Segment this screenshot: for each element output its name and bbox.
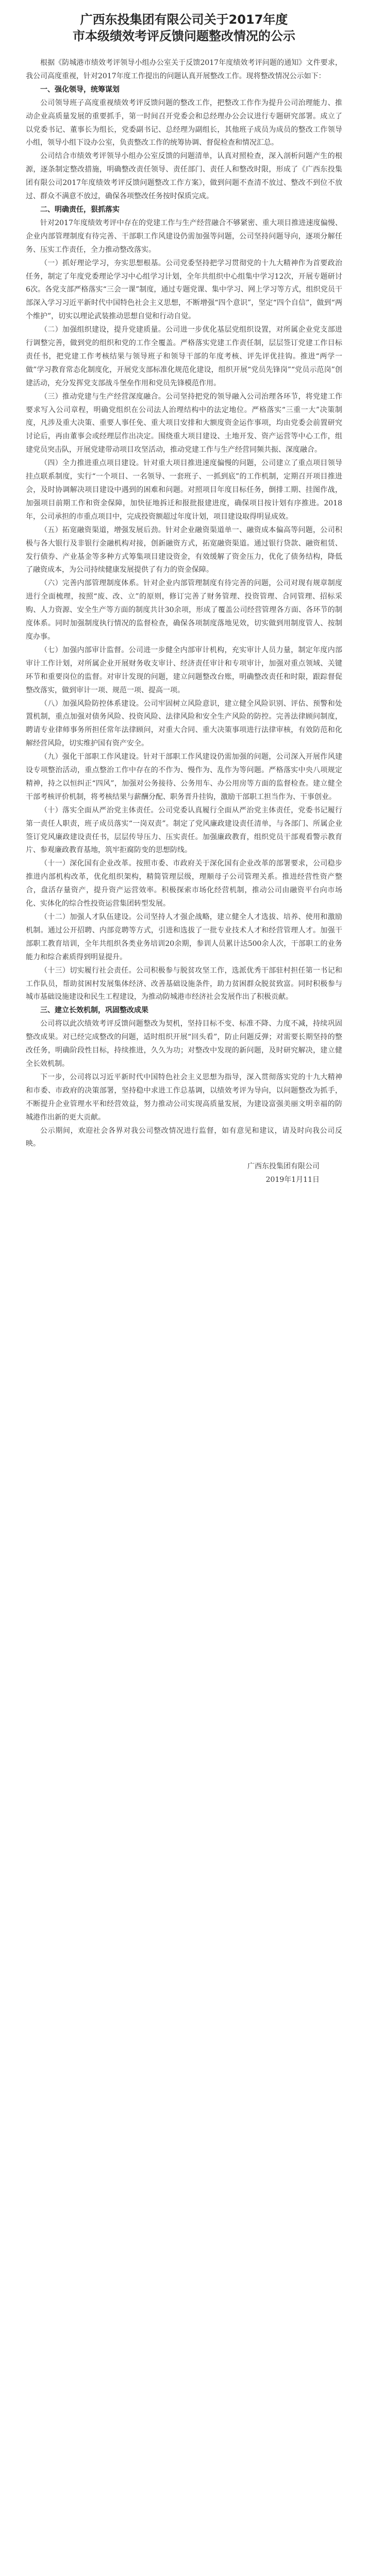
document-body bbox=[26, 57, 342, 1151]
body-paragraph: （七）加强内部审计监督。公司进一步健全内部审计机构，充实审计人员力量，制定年度内部审计工作计划，对所属企业开展财务收支审计、经济责任审计和专项审计，加强对重点领域、关键环节和重要岗位的监督。对审计发现的问题，建立问题整改台账，明确整改责任和时限，跟踪督促整改落实，做到审计一项、规范一项、提高一项。 bbox=[26, 646, 342, 694]
page-title-line-2: 市本级绩效考评反馈问题整改情况的公示 bbox=[73, 29, 295, 43]
body-paragraph: （二）加强组织建设，提升党建质量。公司进一步优化基层党组织设置，对所属企业党支部进行调整完善，做到党的组织和党的工作全覆盖。严格落实党建工作责任制，层层签订党建工作目标责任书，把党建工作考核结果与领导班子和领导干部的年度考核、评先评优挂钩。推进“两学一做”学习教育常态化制度化，开展党支部标准化规范化建设，组织开展“党员先锋岗”“党员示范岗”创建活动，充分发挥党支部战斗堡垒作用和党员先锋模范作用。 bbox=[26, 326, 342, 387]
page-title-line-1: 广西东投集团有限公司关于2017年度 bbox=[80, 12, 288, 27]
body-paragraph: （十二）加强人才队伍建设。公司坚持人才强企战略，建立健全人才选拔、培养、使用和激励机制。通过公开招聘、内部竞聘等方式，引进和选拔了一批专业技术人才和经营管理人才。加强干部职工教育培训，全年共组织各类业务培训20余期，参训人员累计达500余人次，干部职工的业务能力和综合素质得到明显提升。 bbox=[26, 913, 342, 961]
body-paragraph: （四）全力推进重点项目建设。针对重大项目推进速度偏慢的问题，公司建立了重点项目领导挂点联系制度，实行“一个项目、一名领导、一套班子、一抓到底”的工作机制，定期召开项目推进会，及时协调解决项目建设中遇到的困难和问题。对照项目年度目标任务，倒排工期、挂图作战，加强项目前期工作和资金保障，加快征地拆迁和报批报建进度，确保项目按计划有序推进。2018年，公司承担的市重点项目中，完成投资额超过年度计划，项目建设取得明显成效。 bbox=[26, 459, 342, 521]
body-paragraph: 下一步，公司将以习近平新时代中国特色社会主义思想为指导，深入贯彻落实党的十九大精神和市委、市政府的决策部署，坚持稳中求进工作总基调，以绩效考评为导向，以问题整改为抓手，不断提升企业管理水平和经营效益，努力推动公司实现高质量发展，为建设富强美丽文明幸福的防城港作出新的更大贡献。 bbox=[26, 1073, 342, 1122]
body-paragraph: （五）拓宽融资渠道，增强发展后劲。针对企业融资渠道单一、融资成本偏高等问题，公司积极与各大银行及非银行金融机构对接，创新融资方式，拓宽融资渠道。通过银行贷款、融资租赁、发行债券、产业基金等多种方式筹集项目建设资金，有效缓解了资金压力，优化了债务结构，降低了融资成本，为公司持续健康发展提供了有力的资金保障。 bbox=[26, 526, 342, 574]
body-paragraph: 针对2017年度绩效考评中存在的党建工作与生产经营融合不够紧密、重大项目推进速度偏慢、企业内部管理制度有待完善、干部职工作风建设仍需加强等问题，公司坚持问题导向，逐项分解任务、压实工作责任，全力推动整改落实。 bbox=[26, 218, 342, 254]
section-heading: 二、明确责任，狠抓落实 bbox=[40, 205, 120, 214]
body-paragraph: （十一）深化国有企业改革。按照市委、市政府关于深化国有企业改革的部署要求，公司稳步推进内部机构改革，优化组织架构，精简管理层级，理顺母子公司管理关系。推进经营性资产整合，盘活存量资产，提升资产运营效率。积极探索市场化经营机制，推动公司由融资平台向市场化、实体化的综合性投资运营集团转型发展。 bbox=[26, 859, 342, 908]
signature-block bbox=[26, 1160, 320, 1187]
signature-date: 2019年1月11日 bbox=[265, 1176, 320, 1184]
body-paragraph: 公司将以此次绩效考评反馈问题整改为契机，坚持目标不变、标准不降、力度不减，持续巩固整改成果。对已经完成整改的问题，适时组织开展“回头看”，防止问题反弹；对需要长期坚持的整改任务，明确阶段性目标，持续推进，久久为功；对整改中发现的新问题，及时研究解决，建立健全长效机制。 bbox=[26, 1020, 342, 1068]
page-title bbox=[26, 11, 342, 44]
body-paragraph: （六）完善内部管理制度体系。针对企业内部管理制度有待完善的问题，公司对现有规章制度进行全面梳理，按照“废、改、立”的原则，修订完善了财务管理、投资管理、合同管理、招标采购、人力资源、安全生产等方面的制度共计30余项，形成了覆盖公司经营管理各方面、各环节的制度体系。同时加强制度执行情况的监督检查，确保各项制度落地见效，切实做到用制度管人、按制度办事。 bbox=[26, 579, 342, 641]
body-paragraph: （九）强化干部职工作风建设。针对干部职工作风建设仍需加强的问题，公司深入开展作风建设专项整治活动，重点整治工作中存在的不作为、慢作为、乱作为等问题。严格落实中央八项规定精神，持之以恒纠正“四风”，加强对公务接待、公务用车、办公用房等方面的监督检查。建立健全干部考核评价机制，将考核结果与薪酬分配、职务晋升挂钩，激励干部职工担当作为、干事创业。 bbox=[26, 753, 342, 801]
body-paragraph: （十三）切实履行社会责任。公司积极参与脱贫攻坚工作，选派优秀干部驻村担任第一书记和工作队员，帮助贫困村发展集体经济、改善基础设施条件，助力贫困群众脱贫致富。同时积极参与城市基础设施建设和民生工程建设，为推动防城港市经济社会发展作出了积极贡献。 bbox=[26, 966, 342, 1002]
section-heading: 三、建立长效机制，巩固整改成果 bbox=[40, 1006, 148, 1015]
body-paragraph: 公司领导班子高度重视绩效考评反馈问题的整改工作，把整改工作作为提升公司治理能力、推动企业高质量发展的重要抓手，第一时间召开党委会和总经理办公会议进行专题研究部署。成立了以党委书记、董事长为组长，党委副书记、总经理为副组长，其他班子成员为成员的整改工作领导小组，领导小组下设办公室，负责整改工作的统筹协调、督促检查和情况汇总。 bbox=[26, 98, 342, 147]
body-paragraph: （十）落实全面从严治党主体责任。公司党委认真履行全面从严治党主体责任，党委书记履行第一责任人职责，班子成员落实“一岗双责”。制定了党风廉政建设责任清单，与各部门、所属企业签订党风廉政建设责任书，层层传导压力、压实责任。加强廉政教育，组织党员干部观看警示教育片、参观廉政教育基地，筑牢拒腐防变的思想防线。 bbox=[26, 806, 342, 855]
body-paragraph: （一）抓好理论学习，夯实思想根基。公司党委坚持把学习贯彻党的十九大精神作为首要政治任务，制定了年度党委理论学习中心组学习计划，全年共组织中心组集中学习12次，开展专题研讨6次。各党支部严格落实“三会一课”制度，通过专题党课、集中学习、网上学习等方式，组织党员干部深入学习习近平新时代中国特色社会主义思想，不断增强“四个意识”，坚定“四个自信”，做到“两个维护”，切实以理论武装推动思想自觉和行动自觉。 bbox=[26, 259, 342, 321]
body-paragraph: 公司结合市绩效考评领导小组办公室反馈的问题清单，认真对照检查，深入剖析问题产生的根源，逐条制定整改措施，明确整改责任领导、责任部门、责任人和整改时限，形成了《广西东投集团有限公司2017年度绩效考评反馈问题整改工作方案》，做到问题不查清不放过、整改不到位不放过、群众不满意不放过，确保各项整改任务按时保质完成。 bbox=[26, 152, 342, 201]
body-paragraph: （三）推动党建与生产经营深度融合。公司坚持把党的领导融入公司治理各环节，将党建工作要求写入公司章程，明确党组织在公司法人治理结构中的法定地位。严格落实“三重一大”决策制度，凡涉及重大决策、重要人事任免、重大项目安排和大额度资金运作事项，均由党委会前置研究讨论后，再由董事会或经理层作出决定。围绕重大项目建设、土地开发、资产运营等中心工作，组建党员突击队，开展党建带动项目攻坚活动，推动党建工作与生产经营同频共振、深度融合。 bbox=[26, 392, 342, 454]
section-heading: 一、强化领导，统筹谋划 bbox=[40, 85, 120, 94]
body-paragraph: 公示期间，欢迎社会各界对我公司整改情况进行监督，如有意见和建议，请及时向我公司反映。 bbox=[26, 1126, 342, 1148]
body-paragraph: （八）加强风险防控体系建设。公司牢固树立风险意识，建立健全风险识别、评估、预警和处置机制，重点加强对债务风险、投资风险、法律风险和安全生产风险的防控。完善法律顾问制度，聘请专业律师事务所担任常年法律顾问，对重大合同、重大决策事项进行法律审核，有效防范和化解经营风险，切实维护国有资产安全。 bbox=[26, 699, 342, 748]
body-paragraph: 根据《防城港市绩效考评领导小组办公室关于反馈2017年度绩效考评问题的通知》文件要求，我公司高度重视，针对2017年度工作提出的问题认真开展整改工作。现将整改情况公示如下： bbox=[26, 59, 342, 80]
signature-org: 广西东投集团有限公司 bbox=[247, 1162, 320, 1171]
